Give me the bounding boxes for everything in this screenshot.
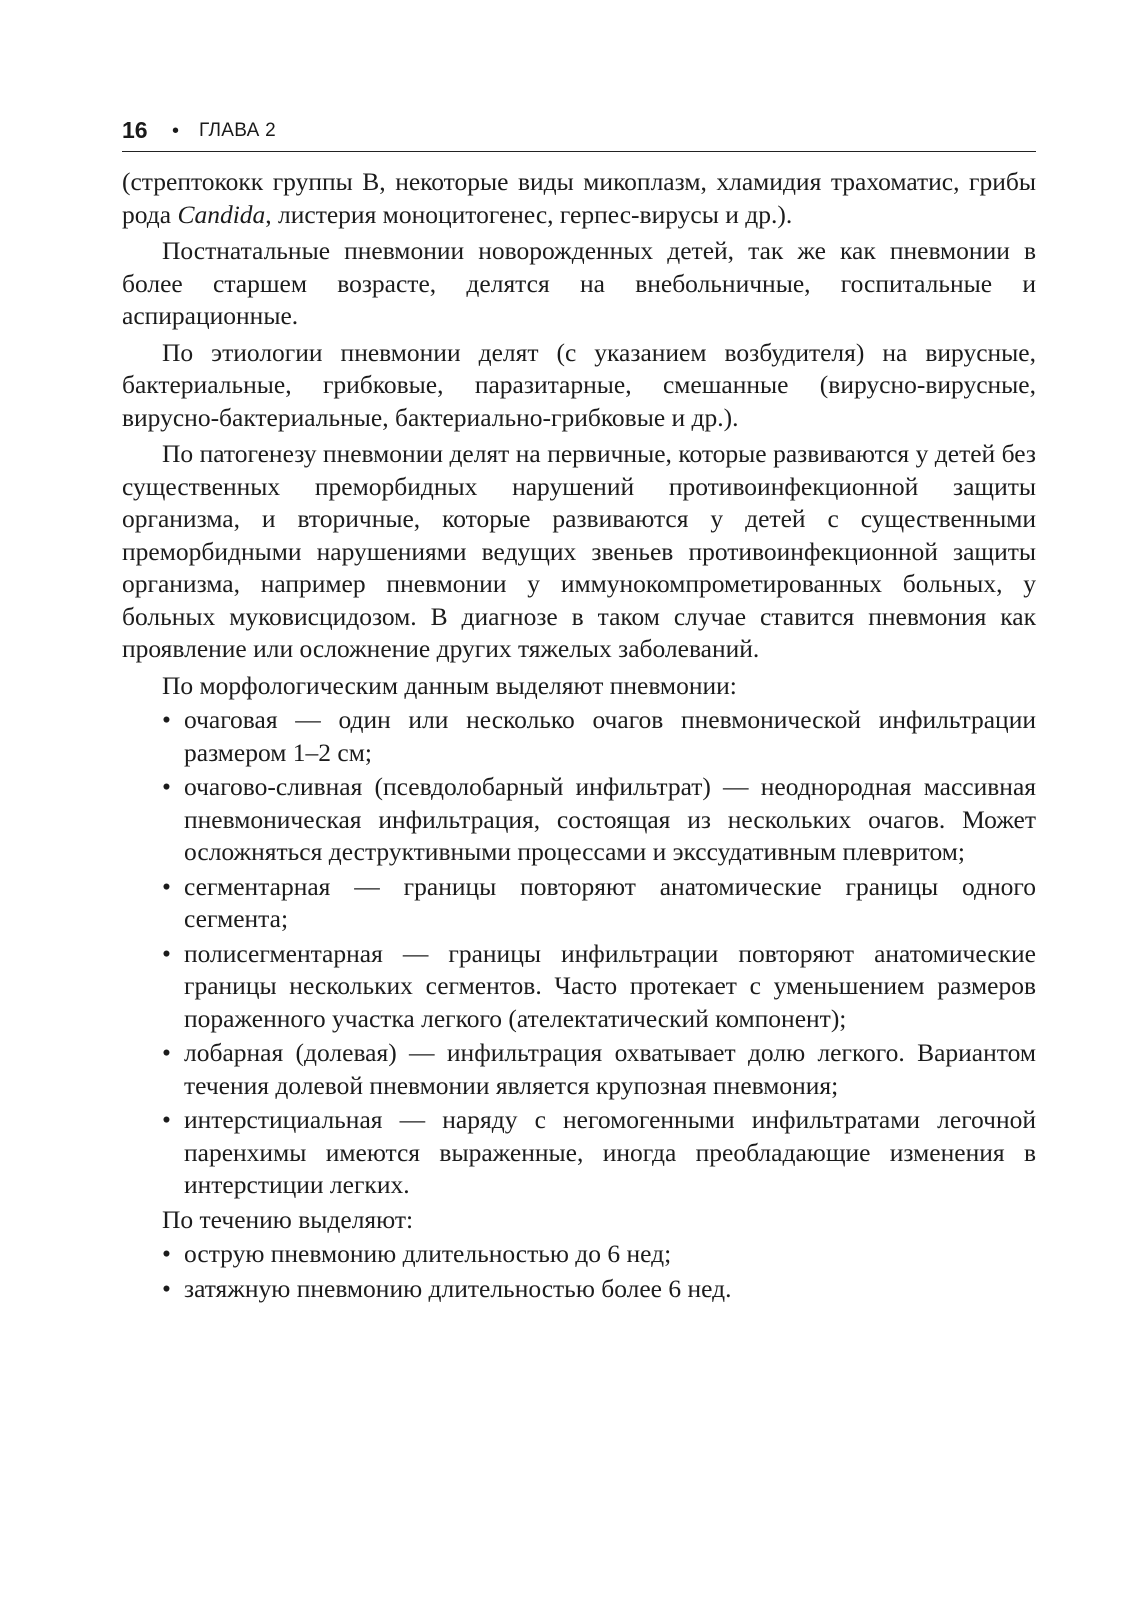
chapter-title: ГЛАВА 2 — [199, 120, 277, 141]
bullet-icon: • — [162, 1038, 171, 1067]
list-item: • очагово-сливная (псевдолобарный инфильтрат) — неоднородная массивная пневмоническая инфильтрация, состоящая из нескольких очагов. Может осложняться деструктивными процессами и экссудативным плевритом; — [162, 772, 1036, 866]
list-item: • очаговая — один или несколько очагов пневмонической инфильтрации размером 1–2 см; — [162, 705, 1036, 767]
list-item: • острую пневмонию длительностью до 6 нед; — [122, 1238, 1036, 1271]
paragraph-continuation: (стрептококк группы В, некоторые виды микоплазм, хламидия трахоматис, грибы рода Candida, листерия моноцитогенес, герпес-вирусы и др.). — [122, 167, 1036, 229]
bullet-icon: • — [162, 1273, 171, 1303]
list-item: • интерстициальная — наряду с негомогенными инфильтратами легочной паренхимы имеются выраженные, иногда преобладающие изменения в интерстиции легких. — [162, 1105, 1036, 1199]
list-item: • сегментарная — границы повторяют анатомические границы одного сегмента; — [162, 871, 1036, 933]
paragraph: По патогенезу пневмонии делят на первичные, которые развиваются у детей без существенных преморбидных нарушений противоинфекционной защиты организма, и вторичные, которые развиваются у детей с существенными преморбидными нарушениями ведущих звеньев противоинфекционной защиты организма, например пневмонии у иммунокомпрометированных больных, у больных муковисцидозом. В диагнозе в таком случае ставится пневмония как проявление или осложнение других тяжелых заболеваний. — [122, 439, 1036, 663]
bullet-icon: • — [162, 938, 171, 968]
bullet-icon: • — [162, 705, 171, 734]
bullet-icon: • — [162, 1105, 171, 1134]
bullet-icon: • — [162, 1239, 171, 1268]
morphology-list — [122, 704, 1036, 1202]
bullet-icon: • — [162, 772, 171, 801]
list-item: • затяжную пневмонию длительностью более 6 нед. — [122, 1273, 1036, 1306]
list-item: • лобарная (долевая) — инфильтрация охватывает долю легкого. Вариантом течения долевой пневмонии является крупозная пневмония; — [162, 1038, 1036, 1100]
page-number: 16 — [122, 117, 148, 143]
paragraph: Постнатальные пневмонии новорожденных детей, так же как пневмонии в более старшем возрасте, делятся на внебольничные, госпитальные и аспирационные. — [122, 236, 1036, 330]
morphology-intro: По морфологическим данным выделяют пневмонии: — [162, 670, 737, 700]
list-item: • полисегментарная — границы инфильтрации повторяют анатомические границы нескольких сегментов. Часто протекает с уменьшением размеров пораженного участка легкого (ателектатический компонент); — [162, 938, 1036, 1033]
italic-term: Candida — [177, 199, 266, 229]
running-header — [122, 117, 1036, 152]
course-intro: По течению выделяют: — [162, 1204, 414, 1234]
bullet-icon: • — [162, 871, 171, 901]
body-text — [122, 166, 1036, 1307]
header-separator: • — [172, 120, 180, 142]
course-list — [122, 1238, 1036, 1305]
paragraph: По этиологии пневмонии делят (с указанием возбудителя) на вирусные, бактериальные, грибковые, паразитарные, смешанные (вирусно-вирусные, вирусно-бактериальные, бактериально-грибковые и др.). — [122, 337, 1036, 432]
